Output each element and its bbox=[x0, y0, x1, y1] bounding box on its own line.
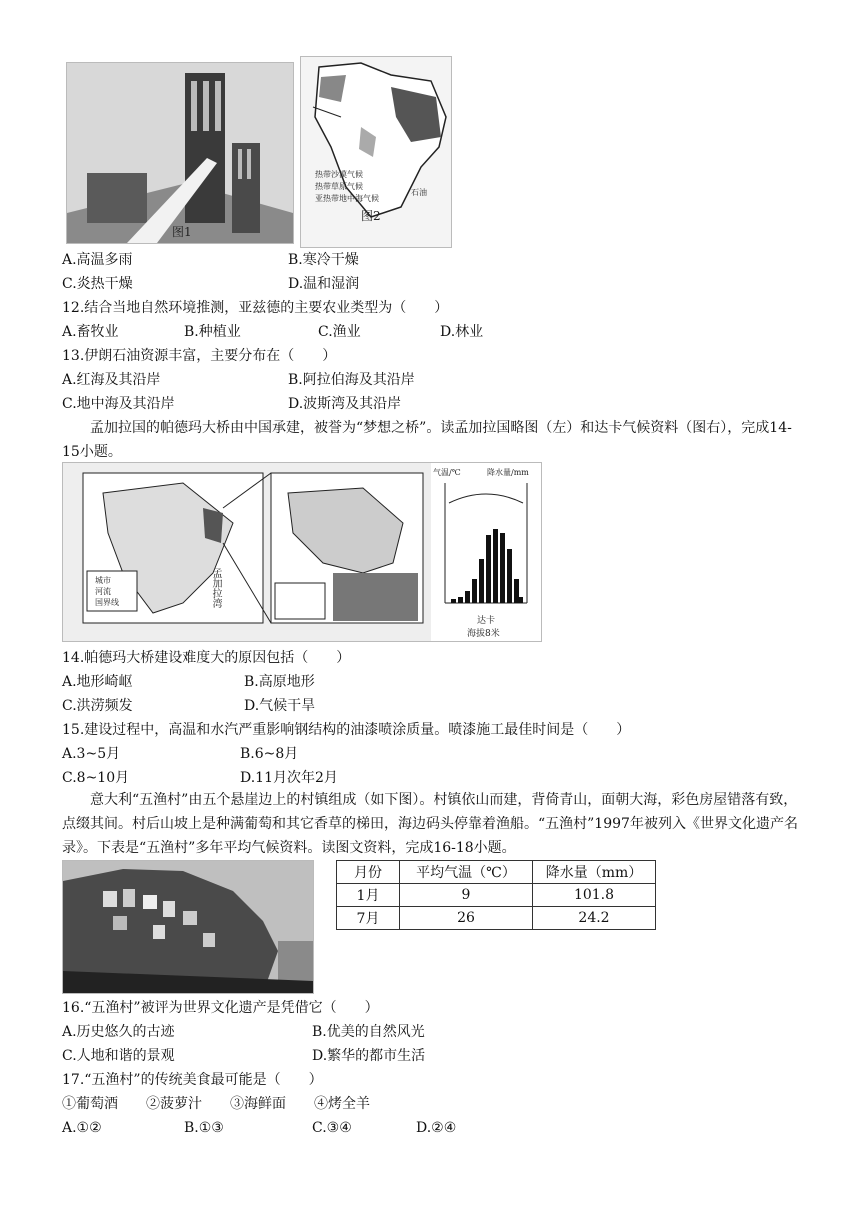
q17-items: ①葡萄酒 ②菠萝汁 ③海鲜面 ④烤全羊 bbox=[62, 1096, 370, 1112]
q14-option-b: B.高原地形 bbox=[244, 674, 315, 690]
dhaka-climate-chart bbox=[431, 463, 541, 641]
q15-option-b: B.6~8月 bbox=[240, 746, 299, 762]
table-cell: 24.2 bbox=[533, 907, 656, 930]
figure-2-legend-1: 热带沙漠气候 bbox=[315, 170, 363, 179]
q12-option-c: C.渔业 bbox=[318, 324, 361, 340]
table-row bbox=[337, 884, 656, 907]
climate-chart-precip-label: 降水量/mm bbox=[487, 468, 529, 477]
q11-option-c: C.炎热干燥 bbox=[62, 276, 133, 292]
table-header-precip: 降水量（mm） bbox=[533, 861, 656, 884]
q11-option-a: A.高温多雨 bbox=[62, 252, 133, 268]
q17-option-a: A.①② bbox=[62, 1120, 102, 1136]
q16-option-c: C.人地和谐的景观 bbox=[62, 1048, 175, 1064]
q12-stem: 12.结合当地自然环境推测，亚兹德的主要农业类型为（ ） bbox=[62, 300, 449, 316]
q11-option-d: D.温和湿润 bbox=[288, 276, 360, 292]
figure-2-oil-label: 石油 bbox=[411, 188, 427, 197]
q13-option-c: C.地中海及其沿岸 bbox=[62, 396, 175, 412]
bd-map-bay-label: 孟加拉湾 bbox=[210, 568, 221, 608]
q16-stem: 16.“五渔村”被评为世界文化遗产是凭借它（ ） bbox=[62, 1000, 379, 1016]
q14-stem: 14.帕德玛大桥建设难度大的原因包括（ ） bbox=[62, 650, 351, 666]
q15-option-c: C.8~10月 bbox=[62, 770, 130, 786]
bangladesh-map-and-climate-figure bbox=[62, 462, 542, 642]
intro-16-18: 意大利“五渔村”由五个悬崖边上的村镇组成（如下图）。村镇依山而建，背倚青山，面朝大海，彩色房屋错落有致，点缀其间。村后山坡上是种满葡萄和其它香草的梯田，海边码头停靠着渔船。“五渔村”1997年被列入《世界文化遗产名录》。下表是“五渔村”多年平均气候资料。读图文资料，完成16-18小题。 bbox=[62, 792, 798, 856]
windcatcher-illustration bbox=[67, 63, 293, 243]
figure-2-legend-2: 热带草原气候 bbox=[315, 182, 363, 191]
bd-map-legend-city: 城市 bbox=[95, 576, 111, 585]
q17-option-d: D.②④ bbox=[416, 1120, 457, 1136]
intro-14-15: 孟加拉国的帕德玛大桥由中国承建，被誉为“梦想之桥”。读孟加拉国略图（左）和达卡气候资料（图右），完成14-15小题。 bbox=[62, 420, 792, 460]
cinque-terre-climate-table bbox=[336, 860, 656, 930]
figure-1-caption: 图1 bbox=[172, 225, 192, 239]
q16-option-b: B.优美的自然风光 bbox=[312, 1024, 425, 1040]
q13-option-b: B.阿拉伯海及其沿岸 bbox=[288, 372, 415, 388]
q14-option-c: C.洪涝频发 bbox=[62, 698, 133, 714]
figure-2-map bbox=[300, 56, 452, 248]
table-header-row bbox=[337, 861, 656, 884]
q16-option-d: D.繁华的都市生活 bbox=[312, 1048, 426, 1064]
q12-option-a: A.畜牧业 bbox=[62, 324, 119, 340]
q14-option-a: A.地形崎岖 bbox=[62, 674, 133, 690]
table-cell: 1月 bbox=[337, 884, 400, 907]
q17-stem: 17.“五渔村”的传统美食最可能是（ ） bbox=[62, 1072, 323, 1088]
figure-2-legend-3: 亚热带地中海气候 bbox=[315, 194, 379, 203]
q16-option-a: A.历史悠久的古迹 bbox=[62, 1024, 175, 1040]
climate-chart-temp-label: 气温/℃ bbox=[433, 468, 461, 477]
table-cell: 101.8 bbox=[533, 884, 656, 907]
bd-map-legend-border: 国界线 bbox=[95, 598, 119, 607]
q11-option-b: B.寒冷干燥 bbox=[288, 252, 359, 268]
q14-option-d: D.气候干旱 bbox=[244, 698, 316, 714]
cinque-terre-photo bbox=[62, 860, 314, 994]
q15-stem: 15.建设过程中，高温和水汽严重影响钢结构的油漆喷涂质量。喷漆施工最佳时间是（ ） bbox=[62, 722, 631, 738]
table-cell: 7月 bbox=[337, 907, 400, 930]
figure-2-caption: 图2 bbox=[361, 209, 381, 223]
table-row bbox=[337, 907, 656, 930]
q15-option-d: D.11月次年2月 bbox=[240, 770, 338, 786]
figure-1-windcatcher-photo bbox=[66, 62, 294, 244]
cinque-terre-illustration bbox=[63, 861, 313, 993]
climate-chart-station: 达卡 bbox=[477, 616, 496, 626]
q12-option-d: D.林业 bbox=[440, 324, 484, 340]
q17-option-c: C.③④ bbox=[312, 1120, 352, 1136]
q15-option-a: A.3~5月 bbox=[62, 746, 121, 762]
q13-option-d: D.波斯湾及其沿岸 bbox=[288, 396, 402, 412]
table-header-temp: 平均气温（℃） bbox=[400, 861, 533, 884]
q17-option-b: B.①③ bbox=[184, 1120, 224, 1136]
table-cell: 26 bbox=[400, 907, 533, 930]
q13-stem: 13.伊朗石油资源丰富，主要分布在（ ） bbox=[62, 348, 337, 364]
q13-option-a: A.红海及其沿岸 bbox=[62, 372, 161, 388]
climate-chart-altitude: 海拔8米 bbox=[467, 629, 500, 639]
table-cell: 9 bbox=[400, 884, 533, 907]
bd-map-legend-river: 河流 bbox=[95, 587, 111, 596]
table-header-month: 月份 bbox=[337, 861, 400, 884]
q12-option-b: B.种植业 bbox=[184, 324, 241, 340]
